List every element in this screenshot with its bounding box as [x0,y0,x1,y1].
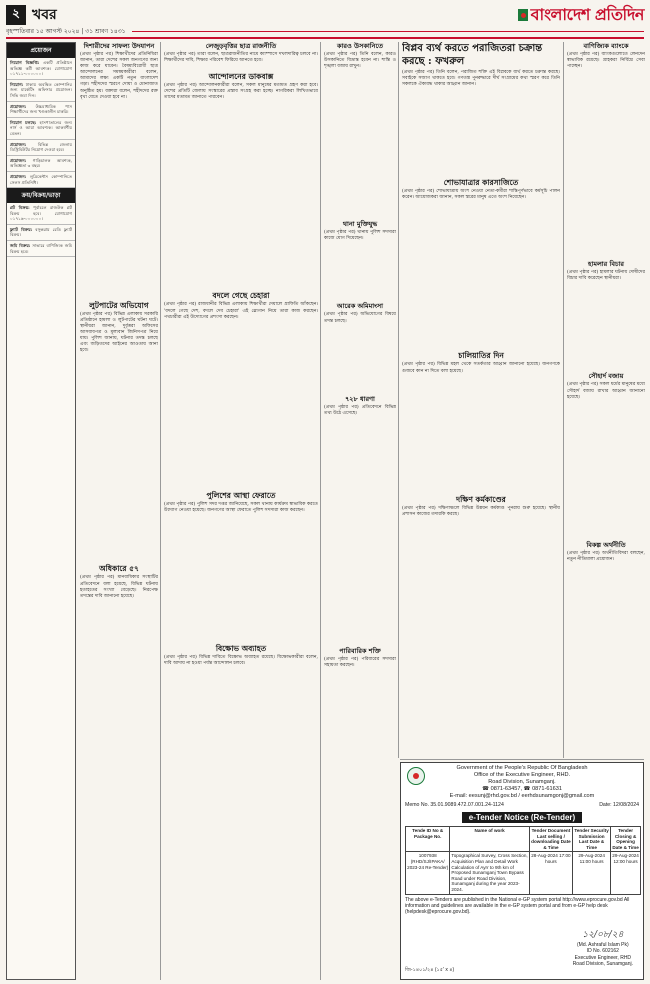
classified-ads [6,42,76,980]
signer-id: ID No. 602162 [586,948,619,955]
tender-header [401,763,643,800]
gov-name: Government of the People's Republic Of Bangladesh [456,765,588,771]
brand-logo[interactable] [518,2,644,29]
column-divider [320,42,321,980]
division-name: Road Division, Sunamganj. [488,779,556,785]
article-body: (প্রথম পৃষ্ঠার পর) বিভিন্ন দাবিতে বিক্ষোভ অব্যাহত রয়েছে। বিক্ষোভকারীরা বলেন, দাবি আদায় না হওয়া পর্যন্ত আন্দোলন চলবে। [164,654,318,667]
signer-title: Executive Engineer, RHD [574,954,632,961]
tender-id: 1007938 (RHD/SJ/IPAKA/ 2023-24 Re-Tender) [406,852,450,894]
memo-line [401,800,643,810]
article-headline: বিকল্প অর্থনীতি [586,540,626,549]
article-headline: লেজুড়বৃত্তির ছাত্র রাজনীতি [205,42,277,50]
article-body: (প্রথম পৃষ্ঠার পর) মানবাধিকার সংস্থাটির প্রতিবেদনে বলা হয়েছে, বিভিন্ন ঘটনায় হতাহতের সংখ্যা বেড়েছে। নিরপেক্ষ তদন্তের দাবি জানানো হয়েছে। [80,575,158,599]
article-body: (প্রথম পৃষ্ঠার পর) হামলার ঘটনায় দোষীদের বিচার দাবি করেছেন স্থানীয়রা। [567,270,645,282]
sale-heading: ক্রয়/বিক্রয়/ভাড়া [7,188,75,203]
article-body: (প্রথম পৃষ্ঠার পর) অর্থনীতিবিদরা বলছেন, নতুন নীতিমালা প্রয়োজন। [567,550,645,562]
article-body: (প্রথম পৃষ্ঠার পর) দক্ষিণাঞ্চলে বিভিন্ন উন্নয়ন কর্মকাণ্ড পুনরায় শুরু হয়েছে। স্থানীয় প্রশাসন কাজের তদারকি করছে। [402,505,560,517]
signer-office: Road Division, Sunamganj. [572,960,633,967]
tender-footnote: The above e-Tenders are published in the National e-GP system portal http://www.eprocure.gov.bd All information and guidelines are available in the e-GP system portal and from e-GP help desk (helpdesk@eprocure.gov.bd). [405,896,630,915]
article-headline: লুটপাটের অভিযোগ [89,300,149,310]
lead-headline: বিপ্লব ব্যর্থ করতে পরাজিতরা চক্রান্ত করছে : ফখরুল [402,43,543,67]
article-body: (প্রথম পৃষ্ঠার পর) প্রতিবেদনে বিভিন্ন তথ্য উঠে এসেছে। [324,404,396,416]
article-headline: দিশারীদের সাফল্য উদযাপন [83,42,155,50]
lead-body: (প্রথম পৃষ্ঠার পর) তিনি বলেন, পরাজিত শক্তি এই বিপ্লবকে ব্যর্থ করতে চক্রান্ত করছে। সবাইকে সজাগ থাকতে হবে। গণতন্ত্র পুনরুদ্ধারে দীর্ঘ সংগ্রামের কথা স্মরণ করে তিনি সকলকে ঐক্যবদ্ধ থাকার আহ্বান জানান। [402,70,560,88]
header-rule [6,37,644,39]
page-number: ২ [6,5,26,25]
article-headline: পারিবারিক শক্তি [339,646,381,655]
article-body: (প্রথম পৃষ্ঠার পর) ব্যাংকগুলোতে লেনদেন স্বাভাবিক রয়েছে। গ্রাহকরা নির্বিঘ্নে সেবা পাচ্ছেন। [567,52,645,70]
article-headline: চালিয়াতির দিন [458,351,504,361]
classified-item: প্রয়োজন: গাড়িচালক আবশ্যক, অভিজ্ঞতা ৩ বছর। [7,156,75,172]
flag-icon [518,9,528,21]
sale-item: জমি বিক্রয়: সাভারে বাণিজ্যিক জমি বিক্রয় হবে। [7,241,75,257]
article-body: (প্রথম পৃষ্ঠার পর) বিভিন্ন মহল থেকে সতর্কতার আহ্বান জানানো হয়েছে। জনগণকে গুজবে কান না দিতে বলা হয়েছে। [402,362,560,374]
signer-name: (Md. Ashraful Islam Pk) [577,942,629,949]
article-headline: ৭২৮ ধারণা [345,394,375,403]
column-divider [563,42,564,758]
classified-item: নিয়োগ: ঢাকায় অবস্থিত কোম্পানির জন্য মার্কেটিং অফিসার প্রয়োজন। সিভি জমা দিন। [7,80,75,102]
article-headline: বাণিজ্যিক ব্যাংকে [583,42,629,50]
section-title: খবর [32,7,57,23]
tender-title: e-Tender Notice (Re-Tender) [462,812,582,823]
section-divider [400,759,644,760]
article-headline: সৌহার্দ বজায় [588,372,624,381]
article-body: (প্রথম পৃষ্ঠার পর) শোভাযাত্রায় অংশ নেওয়া নেতা-কর্মীরা শান্তিপূর্ণভাবে কর্মসূচি পালন করেন। আয়োজকরা জানান, সকল স্তরের মানুষ এতে অংশ নিয়েছেন। [402,189,560,201]
brand-name: বাংলাদেশ প্রতিদিন [530,4,644,24]
article-body: (প্রথম পৃষ্ঠার পর) রাজধানীর বিভিন্ন এলাকায় শিক্ষার্থীরা দেয়ালে গ্রাফিতি আঁকছেন। 'বদলে গেছে দেশ, বদলে দেব চেহারা' এই স্লোগান নিয়ে তারা কাজ করছেন। পথচারীরা এই উদ্যোগের প্রশংসা করছেন। [164,302,318,320]
article-headline: আন্দোলনের ডাকবাক্স [208,72,274,82]
date-text: বৃহস্পতিবার ১৫ আগস্ট ২০২৪ | ৩১ শ্রাবণ ১৪৩১ [6,27,126,35]
article-headline: পুলিশের আস্থা ফেরাতে [206,490,276,500]
tender-notice [400,762,644,980]
gd-number: জি-১৪০১/২৪ (১৫' x ৪) [405,967,455,973]
article-headline: কারও উসকানিতে [336,42,384,50]
government-emblem-icon [407,767,425,785]
selling-date: 28-Aug-2024 17:00 hours [529,852,572,894]
security-date: 29-Aug-2024 11:00 hours [573,852,611,894]
column-4 [324,42,396,980]
classified-item: নিয়োগ বিজ্ঞপ্তি: একটি প্রতিষ্ঠানে অভিজ্ঞ কর্মী আবশ্যক। যোগাযোগ ০১৭১১-০০০০০০। [7,58,75,80]
column-divider [160,42,161,980]
classified-item: নিয়োগ চলছে: হাসপাতালের জন্য নার্স ও আয়া আবশ্যক। আকর্ষণীয় বেতন। [7,118,75,140]
signature-block [573,927,633,967]
column-6 [567,42,645,758]
article-body: (প্রথম পৃষ্ঠার পর) পুলিশ সদর দপ্তর জানিয়েছে, সকল থানায় কার্যক্রম স্বাভাবিক করতে উদ্যোগ নেওয়া হয়েছে। জনগণের আস্থা ফেরাতে পুলিশ সদস্যরা কাজ করছেন। [164,501,318,513]
article-body: (প্রথম পৃষ্ঠার পর) সকল ধর্মের মানুষের মধ্যে সৌহার্দ বজায় রাখার আহ্বান জানানো হয়েছে। [567,382,645,400]
article-headline: শোভাযাত্রার কারসাজিতে [443,178,519,188]
classified-item: প্রয়োজন: বিভিন্ন জেলায় ডিস্ট্রিবিউটর নিয়োগ দেওয়া হবে। [7,140,75,156]
article-body: (প্রথম পৃষ্ঠার পর) আন্দোলনকারীরা বলেন, সকল মানুষের মতামত গ্রহণ করা হবে। দেশের প্রতিটি জেলায় সংস্কারের প্রস্তাব সংগ্রহ করা হচ্ছে। নাগরিকরা লিখিতভাবে তাদের মতামত জানাতে পারবেন। [164,83,318,101]
column-3 [164,42,318,980]
table-header: Tender Security Submission Last Date & Time [573,827,611,852]
sale-item: প্লট বিক্রয়: পূর্বাচলে রাজউক প্লট বিক্রয় হবে। যোগাযোগ ০১৭১৬-০০০০০০। [7,203,75,225]
article-headline: হামলার বিচার [588,260,624,269]
table-header: Name of work [450,827,529,852]
article-body: (প্রথম পৃষ্ঠার পর) থানায় পুলিশ সদস্যরা কাজে যোগ দিয়েছেন। [324,230,396,242]
classified-item: প্রয়োজন: লুব্রিকেন্টস কোম্পানিতে সেলস প্রতিনিধি। [7,172,75,188]
article-headline: আরেক অমিমাংসা [336,302,384,311]
article-headline: অধিকারে ৫৭ [99,564,139,574]
closing-date: 29-Aug-2024 12:00 hours [611,852,641,894]
article-headline: থানা মুক্তিযুদ্ধ [342,220,378,229]
classified-heading: প্রয়োজন [7,43,75,58]
article-body: (প্রথম পৃষ্ঠার পর) অভিযোগের বিষয়ে তদন্ত চলছে। [324,312,396,324]
table-header: Tender Document Last selling / downloading Date & Time [529,827,572,852]
article-headline: দক্ষিণ কর্মকাণ্ডের [456,494,506,504]
classified-item: প্রয়োজন: উচ্চমাধ্যমিক পাস শিক্ষার্থীদের জন্য খণ্ডকালীন চাকরি। [7,102,75,118]
work-name: Topographical Survey, Cross Section, Acquisition Plan and Detail Work Calculation of Ayrr to 9th km of Proposed Sunamganj Town Bypass Road under Road Division, Sunamganj during the year 2023-2024. [450,852,529,894]
memo-number: Memo No. 35.01.9089.472.07.001.24-1124 [405,802,504,808]
article-headline: বিক্ষোভ অব্যাহত [215,643,267,653]
divider [132,31,644,32]
article-body: (প্রথম পৃষ্ঠার পর) তারা বলেন, ছাত্ররাজনীতির নামে ক্যাম্পাসে দখলদারিত্ব চলবে না। শিক্ষার্থীদের দাবি, শিক্ষার পরিবেশ ফিরিয়ে আনতে হবে। [164,52,318,64]
phone: ☎ 0871-63457, ☎ 0871-61631 [482,786,562,792]
article-body: (প্রথম পৃষ্ঠার পর) বিভিন্ন এলাকায় সরকারি প্রতিষ্ঠানে হামলা ও লুটপাটের ঘটনা ঘটে। স্থানীয়রা জানান, দুর্বৃত্তরা অফিসের আসবাবপত্র ও মূল্যবান জিনিসপত্র নিয়ে যায়। পুলিশ জানায়, ঘটনার তদন্ত চলছে এবং জড়িতদের আইনের আওতায় আনা হবে। [80,311,158,354]
masthead [6,4,644,26]
table-header: Tende ID No & Package No. [406,827,450,852]
column-divider [398,42,399,758]
article-body: (প্রথম পৃষ্ঠার পর) শিক্ষার্থীদের প্রতিনিধিরা জানান, তারা দেশের সকল জনগণের জন্য কাজ করে যাবেন। বৈষম্যবিরোধী ছাত্র আন্দোলনের সমন্বয়কারীরা বলেন, আমাদের লক্ষ্য একটি নতুন বাংলাদেশ গড়া। শহীদদের স্মরণে দোয়া ও মোনাজাত অনুষ্ঠিত হয়। বক্তারা বলেন, শহীদদের রক্ত বৃথা যেতে দেওয়া হবে না। [80,52,158,100]
memo-date: Date: 12/08/2024 [599,802,639,808]
table-row [406,852,641,894]
article-body: (প্রথম পৃষ্ঠার পর) তিনি বলেন, কারও উসকানিতে বিভ্রান্ত হবেন না। শান্তি ও শৃঙ্খলা বজায় রাখুন। [324,52,396,70]
signature-date: ১২/০৮/২৪ [582,930,624,941]
table-header: Tender Closing & Opening Date & Time [611,827,641,852]
sale-item: ফ্ল্যাট বিক্রয়: বসুন্ধরায় রেডি ফ্ল্যাট বিক্রয়। [7,225,75,241]
article-headline: বদলে গেছে চেহারা [212,291,270,301]
lead-story [402,42,560,758]
email[interactable]: E-mail: eesunj@rhd.gov.bd / eerhdsunamgonj@gmail.com [449,793,595,799]
office-name: Office of the Executive Engineer, RHD. [473,772,571,778]
article-body: (প্রথম পৃষ্ঠার পর) পরিবারের সদস্যরা সহায়তা করছেন। [324,656,396,668]
column-2 [80,42,158,980]
dateline [6,26,644,36]
tender-table [405,826,641,895]
